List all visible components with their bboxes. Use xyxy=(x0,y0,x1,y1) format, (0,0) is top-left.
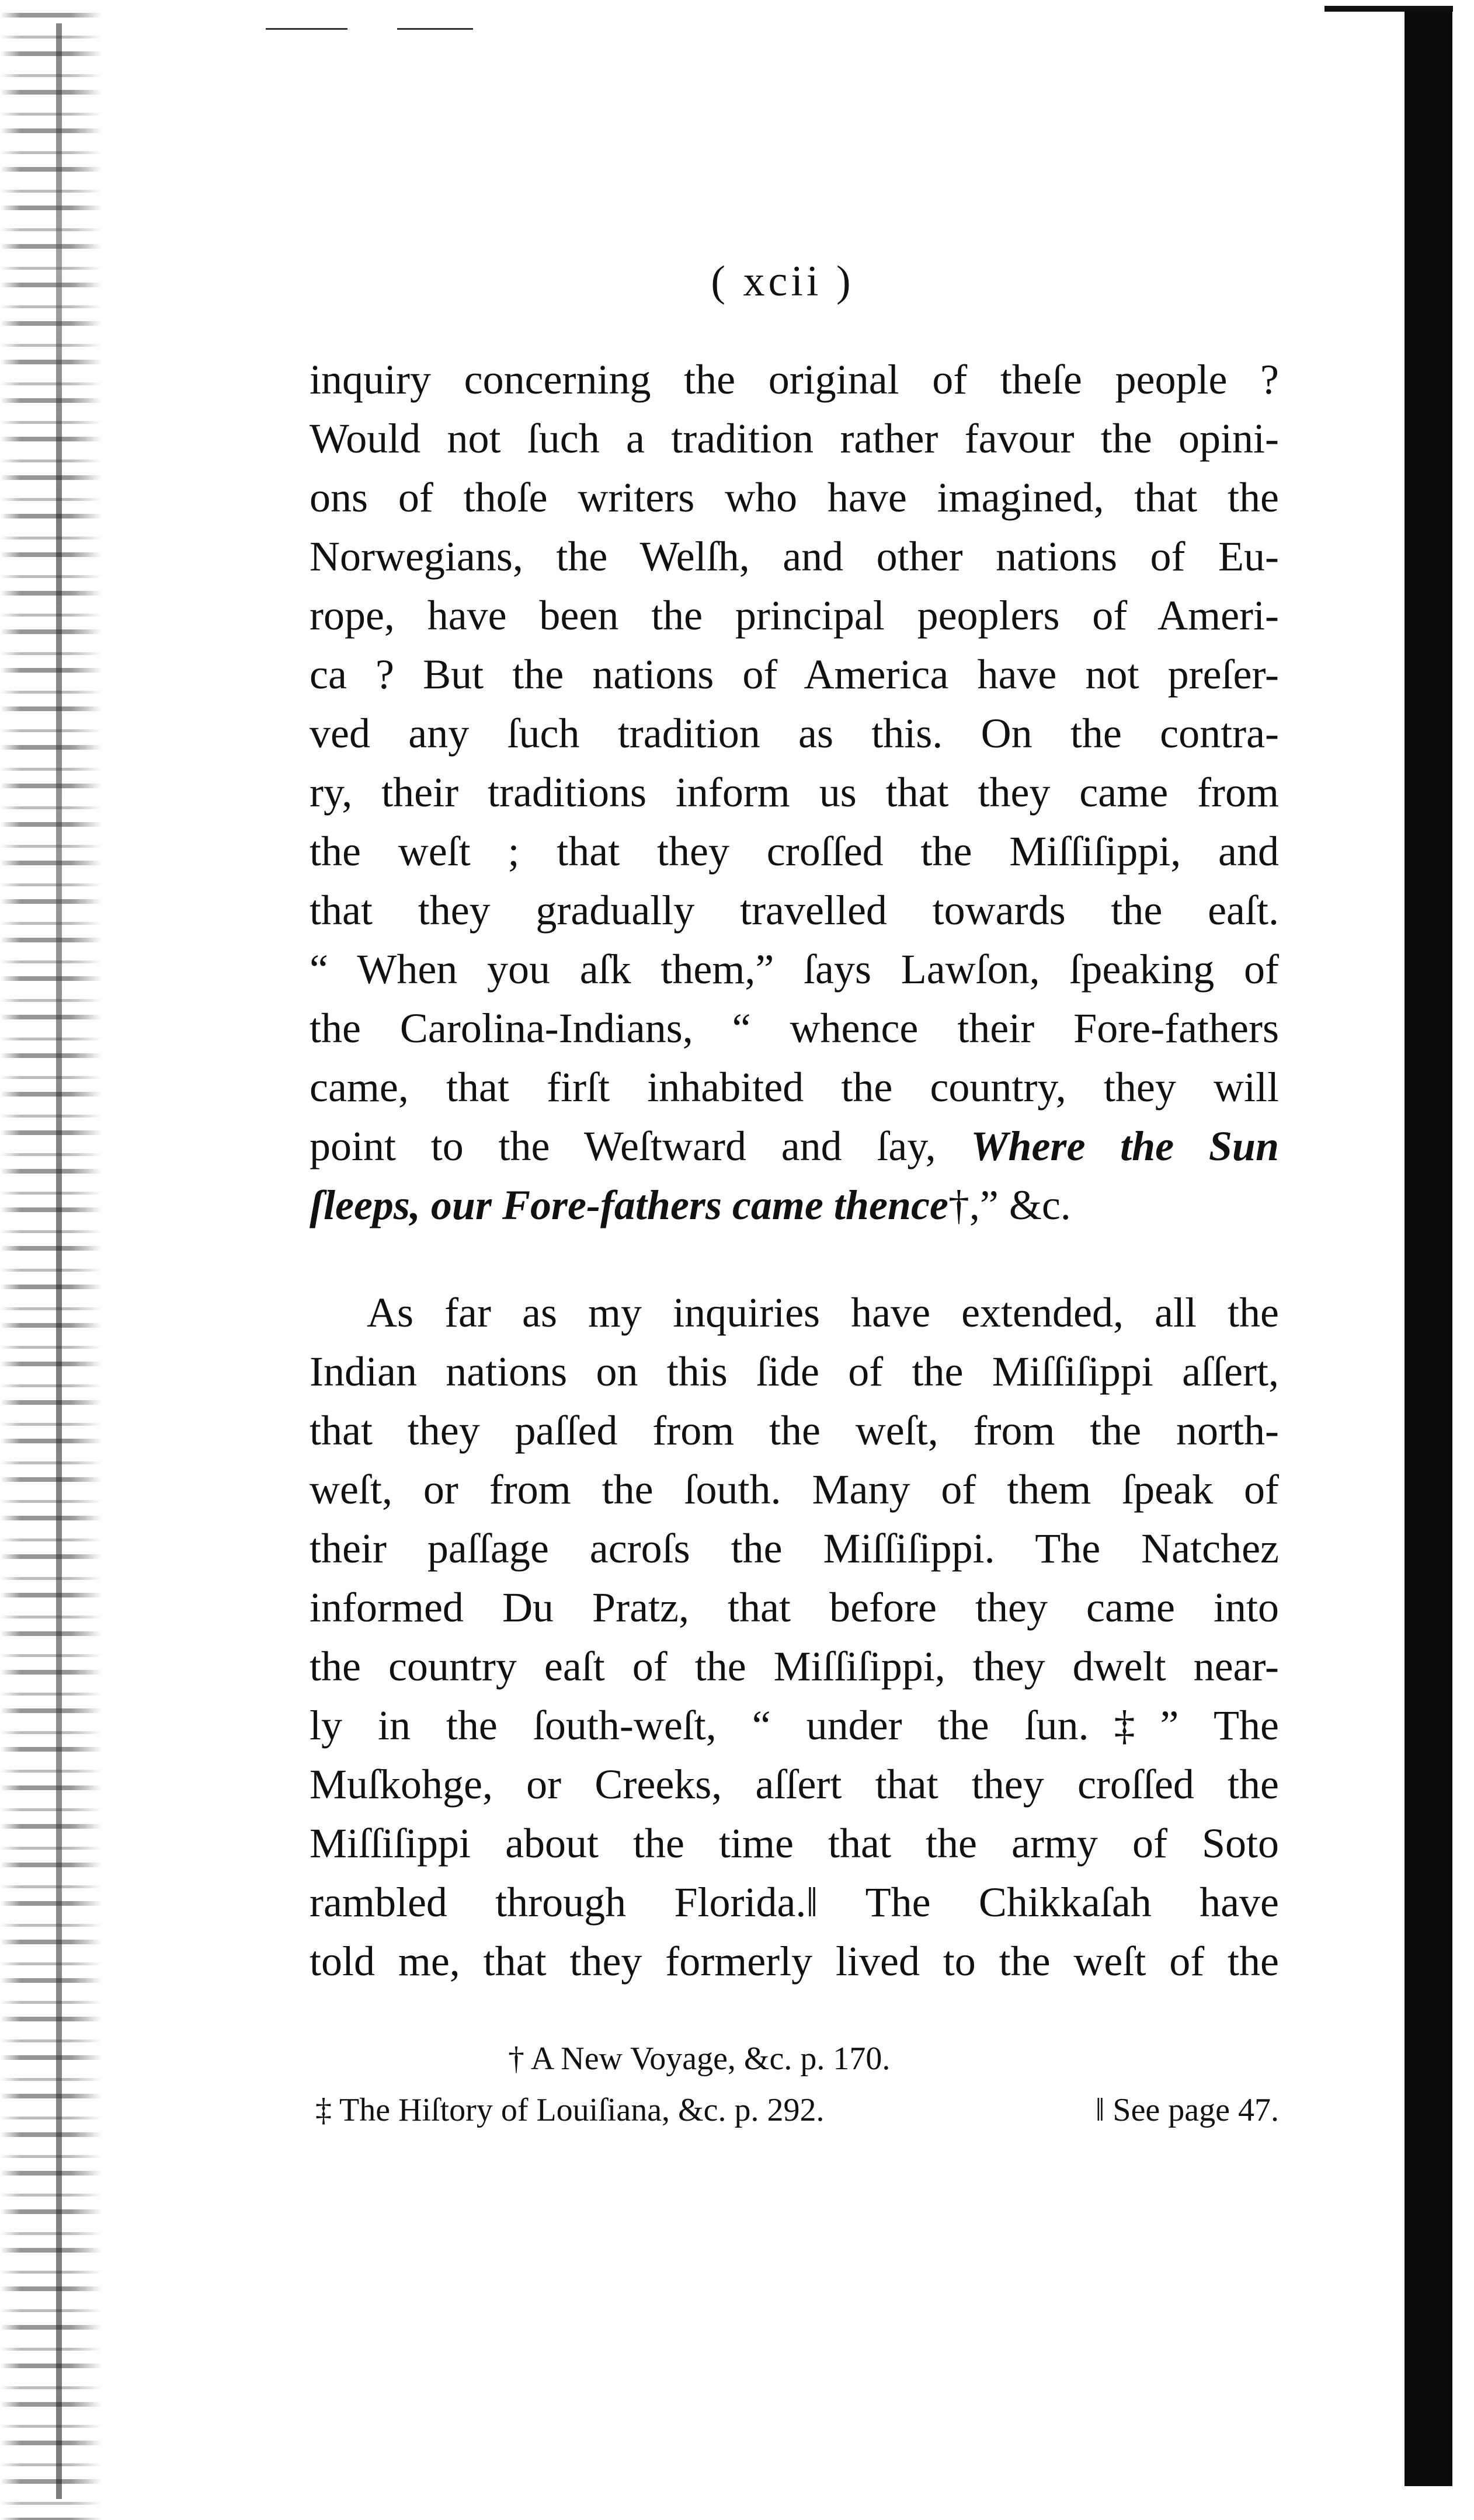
text-line: ly in the ſouth-weſt, “ under the ſun.‡” The xyxy=(310,1702,1279,1749)
text-line: rambled through Florida.‖ The Chikkaſah have xyxy=(310,1879,1279,1926)
scan-binding-shadow xyxy=(56,23,62,2499)
text-line: the weſt ; that they croſſed the Miſſiſippi, and xyxy=(310,828,1279,875)
text-line: informed Du Pratz, that before they came into xyxy=(310,1584,1279,1631)
text-line: ved any ſuch tradition as this. On the contra- xyxy=(310,710,1279,757)
footnote-parallel: ‖ See page 47. xyxy=(1095,2092,1279,2128)
text-line: Miſſiſippi about the time that the army of Soto xyxy=(310,1820,1279,1867)
page-number: ( xcii ) xyxy=(711,257,854,305)
text-line: the Carolina-Indians, “ whence their Fore-fathers xyxy=(310,1005,1279,1052)
text-line: Norwegians, the Welſh, and other nations of Eu- xyxy=(310,533,1279,580)
text-line: that they paſſed from the weſt, from the north- xyxy=(310,1407,1279,1454)
text-line: rope, have been the principal peoplers of Ameri- xyxy=(310,592,1279,639)
text-line: “ When you aſk them,” ſays Lawſon, ſpeaking of xyxy=(310,946,1279,993)
text-italic: Where the Sun xyxy=(971,1123,1279,1169)
text-line: ry, their traditions inform us that they came from xyxy=(310,769,1279,816)
text-plain: point to the Weſtward and ſay, xyxy=(310,1123,936,1169)
dagger-footnote-mark: † xyxy=(948,1182,969,1228)
text-line-mixed xyxy=(310,1176,1279,1235)
text-line: told me, that they formerly lived to the weſt of the xyxy=(310,1938,1279,1985)
text-line: that they gradually travelled towards the eaſt. xyxy=(310,887,1279,934)
text-line: came, that firſt inhabited the country, they will xyxy=(310,1064,1279,1111)
text-plain: ,” &c. xyxy=(969,1182,1071,1228)
paragraph-2 xyxy=(310,1283,1279,1991)
scan-top-mark xyxy=(397,28,473,30)
footnote-double-dagger: ‡ The Hiſtory of Louiſiana, &c. p. 292. xyxy=(315,2092,825,2128)
scan-left-edge xyxy=(0,0,102,2520)
text-line: As far as my inquiries have extended, all the xyxy=(367,1289,1279,1336)
text-line: inquiry concerning the original of theſe people ? xyxy=(310,356,1279,403)
text-line: Would not ſuch a tradition rather favour the opini- xyxy=(310,415,1279,462)
scan-top-mark xyxy=(266,28,347,30)
footnote-row xyxy=(315,2084,1279,2136)
text-line: Indian nations on this ſide of the Miſſiſippi aſſert, xyxy=(310,1348,1279,1395)
text-line: weſt, or from the ſouth. Many of them ſpeak of xyxy=(310,1466,1279,1513)
paragraph-1 xyxy=(310,350,1279,1235)
footnotes xyxy=(315,2033,1296,2136)
text-italic: ſleeps, our Fore-fathers came thence xyxy=(310,1182,948,1228)
text-line-mixed xyxy=(310,1117,1279,1176)
text-line: ons of thoſe writers who have imagined, that the xyxy=(310,474,1279,521)
text-line: ca ? But the nations of America have not preſer- xyxy=(310,651,1279,698)
scan-right-edge-bar xyxy=(1405,11,1452,2486)
text-line: their paſſage acroſs the Miſſiſippi. The Natchez xyxy=(310,1525,1279,1572)
footnote-dagger: † A New Voyage, &c. p. 170. xyxy=(508,2041,891,2077)
text-line: Muſkohge, or Creeks, aſſert that they croſſed the xyxy=(310,1761,1279,1808)
text-line: the country eaſt of the Miſſiſippi, they dwelt near- xyxy=(310,1643,1279,1690)
